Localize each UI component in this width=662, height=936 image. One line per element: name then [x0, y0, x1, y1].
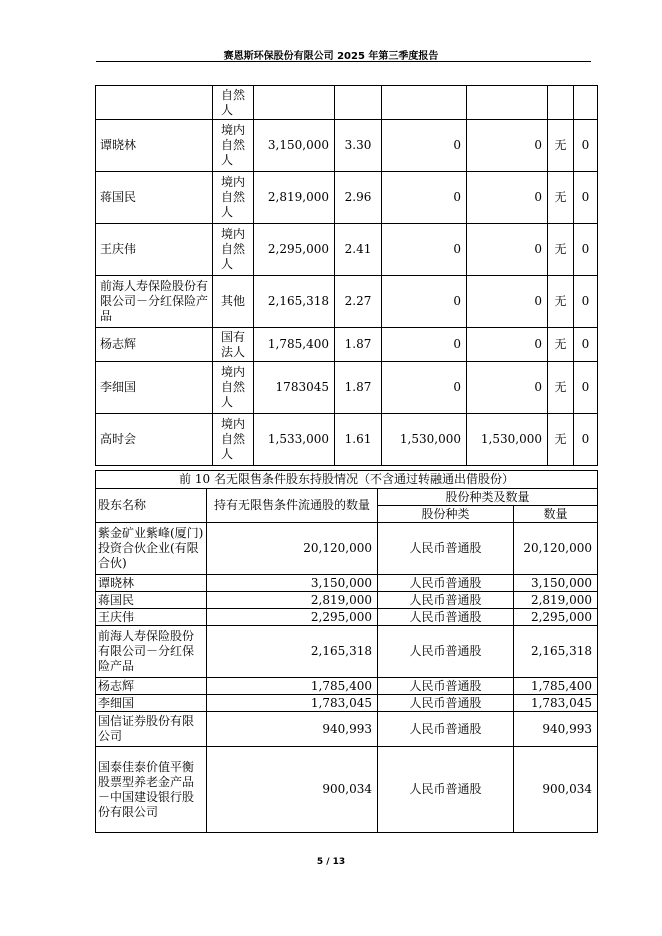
pledge-qty-cell: 0 — [574, 362, 598, 414]
restricted-lending-cell: 0 — [467, 276, 548, 328]
circulating-cell: 1,785,400 — [207, 678, 378, 695]
table-row — [96, 523, 598, 575]
table-row — [96, 712, 598, 747]
table-row — [96, 695, 598, 712]
table-row — [96, 609, 598, 626]
share-type-cell: 人民币普通股 — [378, 695, 514, 712]
pledge-qty-cell: 0 — [574, 120, 598, 172]
pledge-qty-cell: 0 — [574, 172, 598, 224]
share-type-cell: 人民币普通股 — [378, 678, 514, 695]
header-circulating: 持有无限售条件流通股的数量 — [207, 489, 378, 523]
pledge-qty-cell: 0 — [574, 328, 598, 362]
table-row — [96, 224, 598, 276]
holder-name-cell: 王庆伟 — [96, 609, 207, 626]
circulating-cell: 3,150,000 — [207, 575, 378, 592]
shares-cell: 2,819,000 — [254, 172, 335, 224]
quantity-cell: 900,034 — [514, 747, 598, 833]
circulating-cell: 2,819,000 — [207, 592, 378, 609]
holder-name-cell: 蒋国民 — [96, 172, 213, 224]
holder-name-cell: 王庆伟 — [96, 224, 213, 276]
restricted-cell: 0 — [382, 120, 467, 172]
holder-name-cell: 前海人寿保险股份有限公司－分红保险产品 — [96, 626, 207, 678]
holder-type-cell: 境内自然人 — [213, 172, 254, 224]
shares-cell: 1783045 — [254, 362, 335, 414]
restricted-cell: 0 — [382, 362, 467, 414]
holder-type-cell: 境内自然人 — [213, 120, 254, 172]
holder-name-cell: 谭晓林 — [96, 575, 207, 592]
pledge-qty-cell: 0 — [574, 224, 598, 276]
shares-cell: 2,165,318 — [254, 276, 335, 328]
table-row — [96, 747, 598, 833]
pledge-qty-cell: 0 — [574, 276, 598, 328]
percent-cell: 3.30 — [335, 120, 382, 172]
holder-type-cell: 其他 — [213, 276, 254, 328]
restricted-cell: 0 — [382, 276, 467, 328]
quantity-cell: 1,783,045 — [514, 695, 598, 712]
pledge-status-cell: 无 — [548, 172, 574, 224]
report-header: 赛恩斯环保股份有限公司 2025 年第三季度报告 — [223, 51, 439, 62]
pledge-qty-cell: 0 — [574, 414, 598, 466]
table-row — [96, 626, 598, 678]
holder-name-cell: 国泰佳泰价值平衡股票型养老金产品－中国建设银行股份有限公司 — [96, 747, 207, 833]
holder-name-cell: 高时会 — [96, 414, 213, 466]
shares-cell: 1,785,400 — [254, 328, 335, 362]
shares-cell: 2,295,000 — [254, 224, 335, 276]
holder-name-cell: 李细国 — [96, 362, 213, 414]
restricted-cell: 0 — [382, 224, 467, 276]
holder-name-cell: 前海人寿保险股份有限公司－分红保险产品 — [96, 276, 213, 328]
table-row — [96, 592, 598, 609]
header-holder: 股东名称 — [96, 489, 207, 523]
table-row — [96, 678, 598, 695]
percent-cell: 2.27 — [335, 276, 382, 328]
table-header-row — [96, 489, 598, 506]
top10-holders-table — [95, 85, 598, 466]
table-row — [96, 575, 598, 592]
holder-name-cell: 杨志辉 — [96, 328, 213, 362]
share-type-cell: 人民币普通股 — [378, 712, 514, 747]
circulating-cell: 940,993 — [207, 712, 378, 747]
share-type-cell: 人民币普通股 — [378, 523, 514, 575]
share-type-cell: 人民币普通股 — [378, 575, 514, 592]
restricted-lending-cell: 0 — [467, 224, 548, 276]
percent-cell: 1.87 — [335, 362, 382, 414]
share-type-cell: 人民币普通股 — [378, 626, 514, 678]
holder-name-cell: 紫金矿业紫峰(厦门)投资合伙企业(有限合伙) — [96, 523, 207, 575]
share-type-cell: 人民币普通股 — [378, 747, 514, 833]
percent-cell: 2.41 — [335, 224, 382, 276]
quantity-cell: 1,785,400 — [514, 678, 598, 695]
pledge-status-cell: 无 — [548, 224, 574, 276]
shares-cell: 3,150,000 — [254, 120, 335, 172]
page-number: 5 / 13 — [316, 857, 346, 867]
holder-type-cell: 境内自然人 — [213, 362, 254, 414]
table-row — [96, 172, 598, 224]
holder-type-cell: 国有法人 — [213, 328, 254, 362]
holder-type-cell: 自然人 — [213, 86, 254, 120]
restricted-cell: 0 — [382, 328, 467, 362]
header-share-type: 股份种类 — [378, 506, 514, 523]
pledge-status-cell: 无 — [548, 120, 574, 172]
circulating-cell: 1,783,045 — [207, 695, 378, 712]
holder-name-cell: 国信证券股份有限公司 — [96, 712, 207, 747]
header-rule — [96, 61, 591, 62]
pledge-status-cell: 无 — [548, 276, 574, 328]
holder-name-cell: 蒋国民 — [96, 592, 207, 609]
table-title: 前 10 名无限售条件股东持股情况（不含通过转融通出借股份） — [96, 471, 598, 489]
percent-cell: 1.87 — [335, 328, 382, 362]
circulating-cell: 2,295,000 — [207, 609, 378, 626]
share-type-cell: 人民币普通股 — [378, 592, 514, 609]
quantity-cell: 940,993 — [514, 712, 598, 747]
table-row — [96, 86, 598, 120]
restricted-lending-cell: 0 — [467, 120, 548, 172]
holder-type-cell: 境内自然人 — [213, 224, 254, 276]
restricted-cell: 0 — [382, 172, 467, 224]
circulating-cell: 20,120,000 — [207, 523, 378, 575]
table-row — [96, 328, 598, 362]
holder-name-cell: 杨志辉 — [96, 678, 207, 695]
holder-name-cell: 李细国 — [96, 695, 207, 712]
table-row — [96, 414, 598, 466]
table-row — [96, 362, 598, 414]
restricted-cell: 1,530,000 — [382, 414, 467, 466]
header-share-class-group: 股份种类及数量 — [378, 489, 598, 506]
quantity-cell: 2,165,318 — [514, 626, 598, 678]
quantity-cell: 2,295,000 — [514, 609, 598, 626]
shares-cell: 1,533,000 — [254, 414, 335, 466]
pledge-status-cell: 无 — [548, 328, 574, 362]
percent-cell: 1.61 — [335, 414, 382, 466]
share-type-cell: 人民币普通股 — [378, 609, 514, 626]
quantity-cell: 20,120,000 — [514, 523, 598, 575]
table-title-row — [96, 471, 598, 489]
pledge-status-cell: 无 — [548, 362, 574, 414]
restricted-lending-cell: 0 — [467, 362, 548, 414]
table-row — [96, 120, 598, 172]
table-row — [96, 276, 598, 328]
restricted-lending-cell: 0 — [467, 172, 548, 224]
restricted-lending-cell: 1,530,000 — [467, 414, 548, 466]
quantity-cell: 2,819,000 — [514, 592, 598, 609]
holder-name-cell — [96, 86, 213, 120]
circulating-cell: 900,034 — [207, 747, 378, 833]
circulating-cell: 2,165,318 — [207, 626, 378, 678]
holder-name-cell: 谭晓林 — [96, 120, 213, 172]
unrestricted-holders-table — [95, 470, 598, 833]
percent-cell: 2.96 — [335, 172, 382, 224]
header-quantity: 数量 — [514, 506, 598, 523]
pledge-status-cell: 无 — [548, 414, 574, 466]
holder-type-cell: 境内自然人 — [213, 414, 254, 466]
restricted-lending-cell: 0 — [467, 328, 548, 362]
quantity-cell: 3,150,000 — [514, 575, 598, 592]
